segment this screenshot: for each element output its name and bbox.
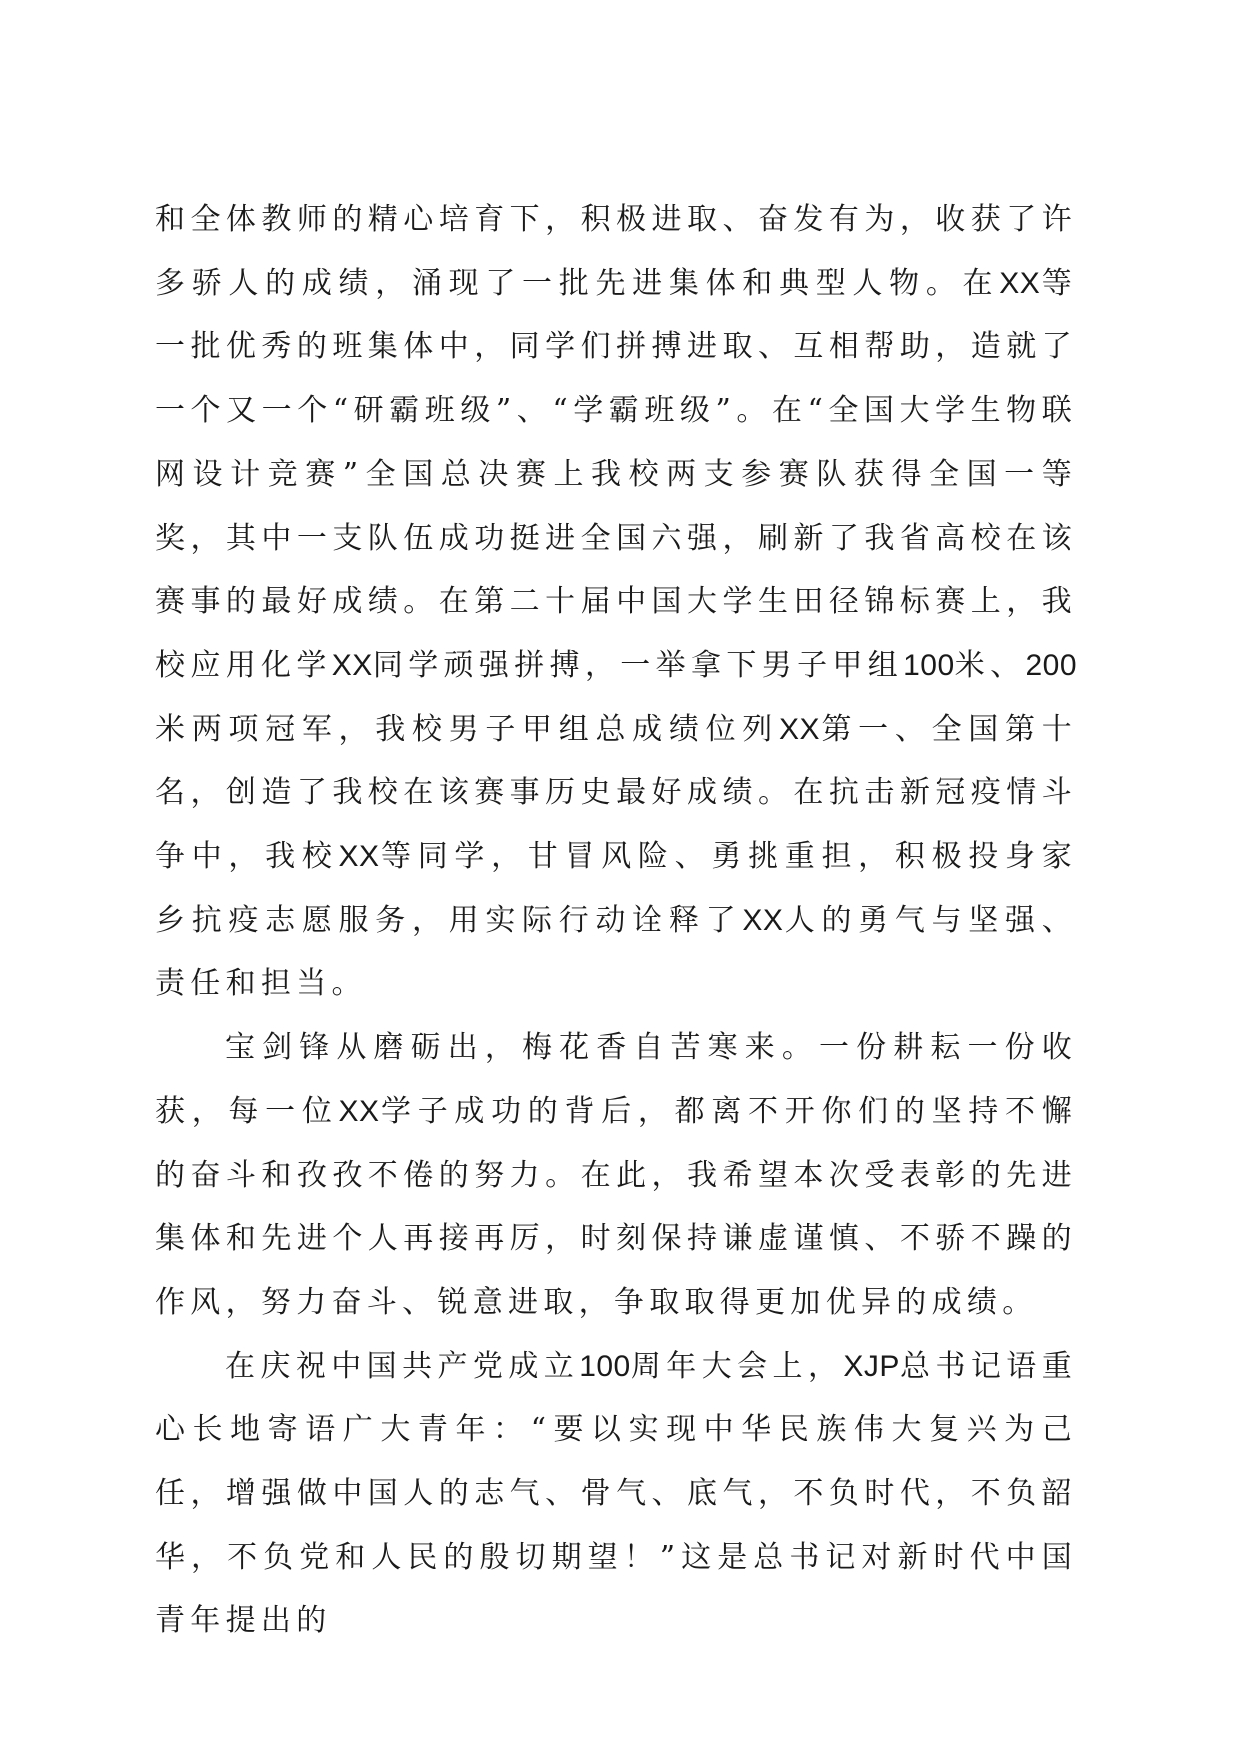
document-body bbox=[155, 188, 1077, 1653]
paragraph-achievements: 和全体教师的精心培育下，积极进取、奋发有为，收获了许多骄人的成绩，涌现了一批先进集体和典型人物。在XX等一批优秀的班集体中，同学们拼搏进取、互相帮助，造就了一个又一个“研霸班级”、“学霸班级”。在“全国大学生物联网设计竞赛”全国总决赛上我校两支参赛队获得全国一等奖，其中一支队伍成功挺进全国六强，刷新了我省高校在该赛事的最好成绩。在第二十届中国大学生田径锦标赛上，我校应用化学XX同学顽强拼搏，一举拿下男子甲组100米、200米两项冠军，我校男子甲组总成绩位列XX第一、全国第十名，创造了我校在该赛事历史最好成绩。在抗击新冠疫情斗争中，我校XX等同学，甘冒风险、勇挑重担，积极投身家乡抗疫志愿服务，用实际行动诠释了XX人的勇气与坚强、责任和担当。 bbox=[155, 202, 1078, 1002]
paragraph-centenary-quote: 在庆祝中国共产党成立100周年大会上，XJP总书记语重心长地寄语广大青年：“要以实现中华民族伟大复兴为己任，增强做中国人的志气、骨气、底气，不负时代，不负韶华，不负党和人民的殷切期望！”这是总书记对新时代中国青年提出的 bbox=[155, 1348, 1077, 1639]
paragraph-encouragement: 宝剑锋从磨砺出，梅花香自苦寒来。一份耕耘一份收获，每一位XX学子成功的背后，都离不开你们的坚持不懈的奋斗和孜孜不倦的努力。在此，我希望本次受表彰的先进集体和先进个人再接再厉，时刻保持谦虚谨慎、不骄不躁的作风，努力奋斗、锐意进取，争取取得更加优异的成绩。 bbox=[155, 1030, 1078, 1320]
